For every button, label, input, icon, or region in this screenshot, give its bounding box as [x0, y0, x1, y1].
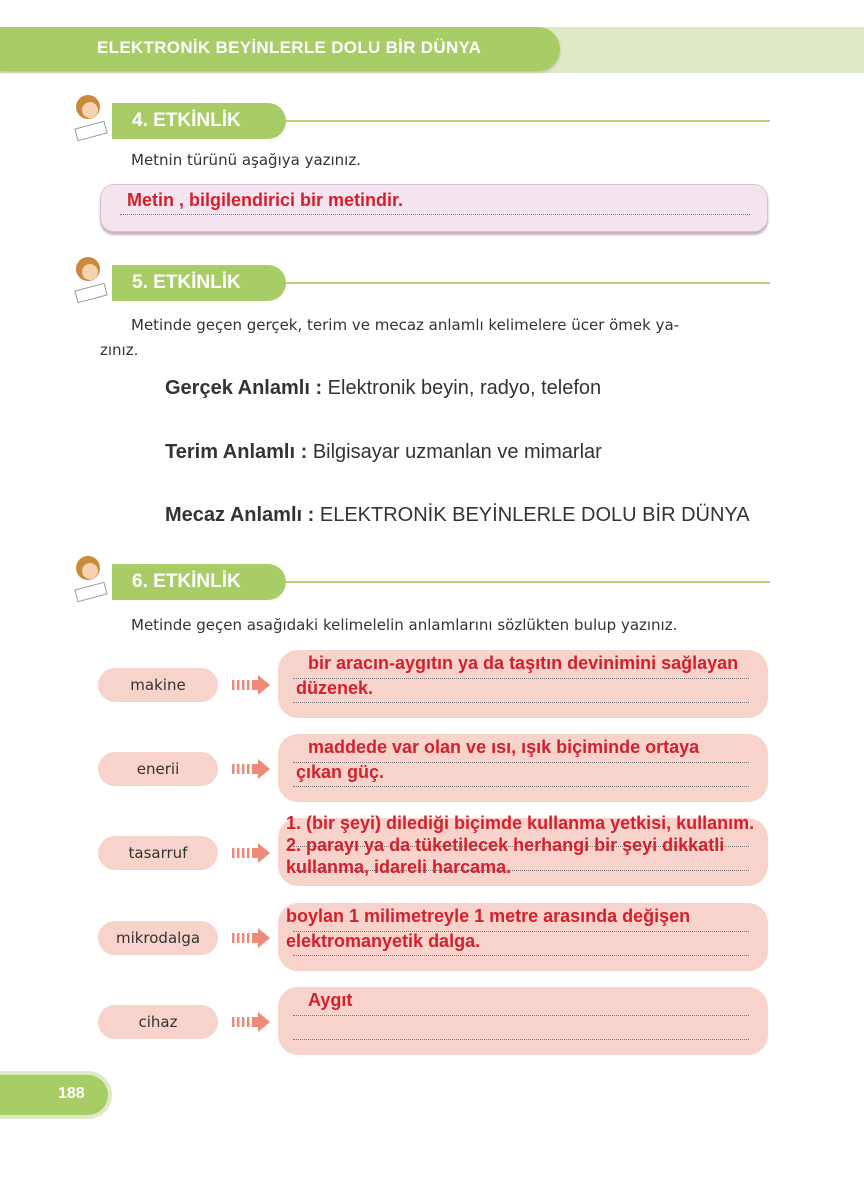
answer-text: düzenek. — [296, 678, 374, 698]
word-pill: enerii — [98, 752, 218, 786]
activity-6-instruction: Metinde geçen asağıdaki kelimelelin anlamlarını sözlükten bulup yazınız. — [131, 616, 678, 634]
arrow-right-icon — [232, 675, 272, 695]
real-meaning: Gerçek Anlamlı : Elektronik beyin, radyo, telefon — [165, 377, 602, 399]
activity-4-instruction: Metnin türünü aşağıya yazınız. — [131, 151, 361, 169]
word-pill: makine — [98, 668, 218, 702]
arrow-right-icon — [232, 759, 272, 779]
activity-6-header — [0, 564, 864, 604]
arrow-right-icon — [232, 928, 272, 948]
answer-text: elektromanyetik dalga. — [286, 931, 481, 951]
arrow-right-icon — [232, 1012, 272, 1032]
girl-reading-icon — [66, 91, 116, 143]
answer-text: Aygıt — [308, 990, 353, 1010]
activity-4-answer: Metin , bilgilendirici bir metindir. — [127, 190, 404, 210]
page-title: ELEKTRONİK BEYİNLERLE DOLU BİR DÜNYA — [97, 38, 482, 57]
activity-6-label: 6. ETKİNLİK — [132, 571, 241, 592]
page-number-tab — [0, 1075, 108, 1115]
activity-4-header — [0, 103, 864, 143]
answer-text: 2. parayı ya da tüketilecek herhangi bir şeyi dikkatli — [286, 835, 725, 855]
page-number: 188 — [58, 1085, 85, 1102]
term-meaning: Terim Anlamlı : Bilgisayar uzmanlan ve mimarlar — [165, 441, 602, 463]
activity-5-header — [0, 265, 864, 305]
activity-5-label: 5. ETKİNLİK — [132, 272, 241, 293]
girl-reading-icon — [66, 253, 116, 305]
word-pill: mikrodalga — [98, 921, 218, 955]
answer-text: çıkan güç. — [296, 762, 385, 782]
activity-4-label: 4. ETKİNLİK — [132, 110, 241, 131]
activity-5-instruction-1: Metinde geçen gerçek, terim ve mecaz anlamlı kelimelere ücer ömek ya- — [131, 316, 680, 334]
girl-reading-icon — [66, 552, 116, 604]
answer-text: kullanma, idareli harcama. — [286, 857, 512, 877]
answer-text: 1. (bir şeyi) dilediği biçimde kullanma yetkisi, kullanım. — [286, 813, 755, 833]
answer-text: boylan 1 milimetreyle 1 metre arasında değişen — [286, 906, 691, 926]
word-pill: cihaz — [98, 1005, 218, 1039]
word-pill: tasarruf — [98, 836, 218, 870]
activity-5-instruction-2: zınız. — [100, 341, 139, 359]
answer-text: maddede var olan ve ısı, ışık biçiminde ortaya — [308, 737, 700, 757]
answer-text: bir aracın-aygıtın ya da taşıtın devinimini sağlayan — [308, 653, 739, 673]
figurative-meaning: Mecaz Anlamlı : ELEKTRONİK BEYİNLERLE DOLU BİR DÜNYA — [165, 504, 750, 526]
arrow-right-icon — [232, 843, 272, 863]
